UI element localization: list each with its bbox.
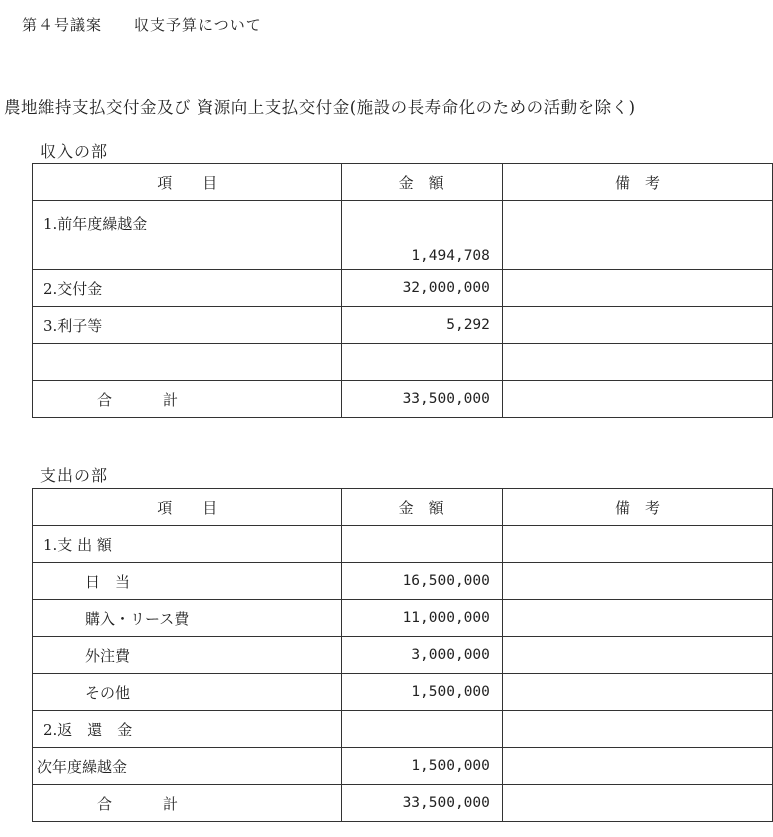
income-table — [32, 163, 773, 418]
income-item — [33, 344, 342, 381]
expense-header-item: 項 目 — [33, 489, 342, 526]
expense-amount — [342, 526, 502, 563]
income-section-label: 収入の部 — [40, 142, 109, 161]
expense-item: 1.支 出 額 — [33, 526, 342, 563]
expense-row — [33, 600, 773, 637]
income-note — [502, 307, 772, 344]
income-header-row — [33, 164, 773, 201]
expense-row — [33, 674, 773, 711]
expense-table — [32, 488, 773, 822]
expense-note — [502, 711, 772, 748]
expense-item: その他 — [33, 674, 342, 711]
expense-header-note: 備 考 — [502, 489, 772, 526]
income-amount: 5,292 — [342, 307, 502, 344]
expense-row — [33, 563, 773, 600]
expense-row — [33, 748, 773, 785]
expense-amount: 3,000,000 — [342, 637, 502, 674]
expense-row — [33, 711, 773, 748]
income-total-amount: 33,500,000 — [342, 381, 502, 418]
budget-subtitle: 農地維持支払交付金及び 資源向上支払交付金(施設の長寿命化のための活動を除く) — [4, 98, 636, 117]
income-amount — [342, 344, 502, 381]
income-total-row — [33, 381, 773, 418]
income-amount: 32,000,000 — [342, 270, 502, 307]
expense-amount: 1,500,000 — [342, 748, 502, 785]
expense-note — [502, 600, 772, 637]
expense-amount: 16,500,000 — [342, 563, 502, 600]
income-item: 1.前年度繰越金 — [33, 201, 342, 270]
expense-note — [502, 563, 772, 600]
expense-item: 購入・リース費 — [33, 600, 342, 637]
expense-total-row — [33, 785, 773, 822]
expense-item: 日 当 — [33, 563, 342, 600]
income-amount: 1,494,708 — [342, 201, 502, 270]
income-note — [502, 344, 772, 381]
expense-note — [502, 637, 772, 674]
income-row — [33, 270, 773, 307]
income-note — [502, 270, 772, 307]
expense-note — [502, 748, 772, 785]
expense-header-amount: 金 額 — [342, 489, 502, 526]
expense-total-label: 合 計 — [33, 785, 342, 822]
expense-amount — [342, 711, 502, 748]
page-title: 第４号議案 収支予算について — [22, 16, 262, 34]
income-total-label: 合 計 — [33, 381, 342, 418]
expense-row — [33, 526, 773, 563]
income-note — [502, 201, 772, 270]
income-row — [33, 201, 773, 270]
expense-note — [502, 526, 772, 563]
expense-item: 次年度繰越金 — [33, 748, 342, 785]
income-header-note: 備 考 — [502, 164, 772, 201]
income-header-item: 項 目 — [33, 164, 342, 201]
expense-header-row — [33, 489, 773, 526]
income-item: 2.交付金 — [33, 270, 342, 307]
expense-item: 外注費 — [33, 637, 342, 674]
expense-total-amount: 33,500,000 — [342, 785, 502, 822]
expense-section-label: 支出の部 — [40, 466, 109, 485]
income-total-note — [502, 381, 772, 418]
income-item: 3.利子等 — [33, 307, 342, 344]
expense-note — [502, 674, 772, 711]
expense-total-note — [502, 785, 772, 822]
expense-row — [33, 637, 773, 674]
expense-item: 2.返 還 金 — [33, 711, 342, 748]
expense-amount: 11,000,000 — [342, 600, 502, 637]
expense-amount: 1,500,000 — [342, 674, 502, 711]
income-row — [33, 307, 773, 344]
income-header-amount: 金 額 — [342, 164, 502, 201]
income-row-empty — [33, 344, 773, 381]
